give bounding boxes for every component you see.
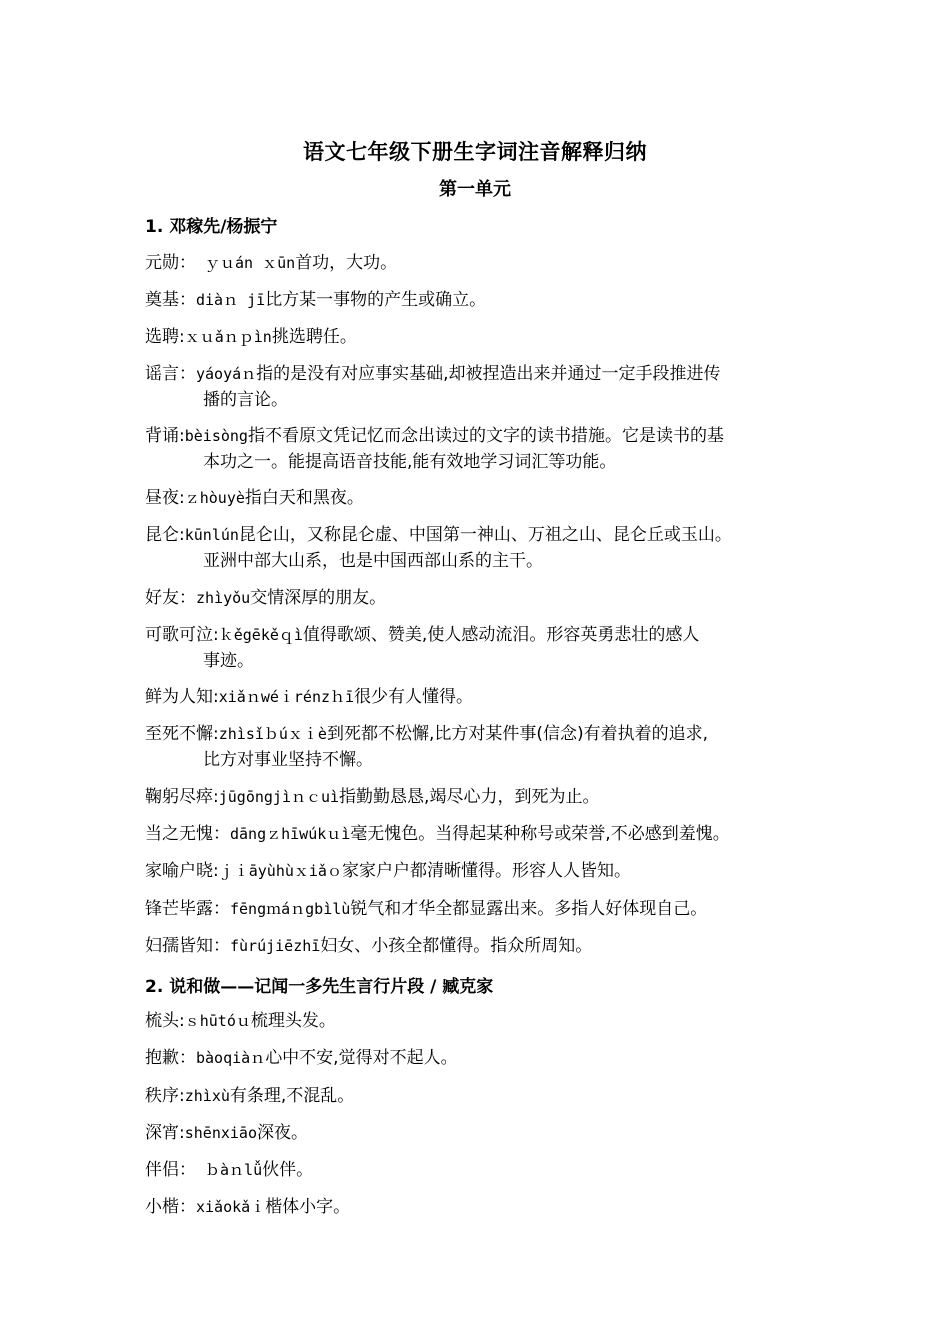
entry-pinyin: zhìsǐｂúｘｉè (218, 725, 327, 743)
entry-definition: 首功，大功。 (295, 253, 398, 273)
entry-pinyin: xiǎokǎｉ (196, 1198, 266, 1216)
entry-pinyin: zhìxù (184, 1087, 230, 1105)
vocab-entry (145, 1045, 825, 1071)
entry-term: 深宵: (145, 1123, 185, 1143)
vocab-entry (145, 287, 825, 313)
entry-definition: 到死都不松懈,比方对某件事(信念)有着执着的追求, (326, 724, 709, 744)
entry-pinyin: diàｎ jī (196, 291, 266, 309)
entry-term: 至死不懈: (145, 724, 219, 744)
entry-term: 昼夜: (145, 488, 185, 508)
entry-definition: 梳理头发。 (250, 1011, 336, 1031)
entry-pinyin: jūgōngjìｎｃuì (218, 788, 340, 806)
entry-continuation: 事迹。 (203, 651, 254, 671)
entry-pinyin: kūnlún (184, 526, 239, 544)
entry-definition: 指勤勤恳恳,竭尽心力，到死为止。 (339, 787, 600, 807)
entry-definition: 深夜。 (256, 1123, 308, 1143)
entry-term: 伴侣： (145, 1160, 196, 1180)
vocab-entry (145, 622, 825, 674)
entry-term: 抱歉： (145, 1048, 196, 1068)
entry-definition: 昆仑山，又称昆仑虚、中国第一神山、万祖之山、昆仑丘或玉山。 (238, 525, 732, 545)
vocab-entry (145, 585, 825, 611)
entry-definition: 毫无愧色。当得起某种称号或荣誉,不必感到羞愧。 (350, 824, 730, 844)
entry-pinyin: ｓhūtóｕ (184, 1012, 251, 1030)
vocab-entry (145, 721, 825, 773)
entry-continuation: 本功之一。能提高语音技能,能有效地学习词汇等功能。 (203, 452, 617, 472)
vocab-entry (145, 361, 825, 413)
entry-term: 家喻户晓: (145, 861, 219, 881)
vocab-entry (145, 250, 825, 276)
unit-heading: 第一单元 (439, 179, 511, 200)
entry-term: 选聘: (145, 327, 185, 347)
entry-pinyin: xiǎｎwéｉrénzｈī (218, 688, 355, 706)
entry-pinyin: fùrújiēzhī (230, 937, 321, 955)
entry-definition: 锐气和才华全都显露出来。多指人好体现自己。 (350, 899, 708, 919)
entry-pinyin: bàoqiàｎ (196, 1049, 266, 1067)
vocab-entry (145, 821, 825, 847)
page-title: 语文七年级下册生字词注音解释归纳 (303, 140, 647, 164)
entry-definition: 楷体小字。 (265, 1197, 351, 1217)
vocab-entry (145, 1120, 825, 1146)
entry-pinyin: dāngｚhīwúkｕì (230, 825, 351, 843)
vocab-entry (145, 423, 825, 475)
entry-term: 锋芒毕露： (145, 899, 230, 919)
entry-term: 元勋： (145, 253, 196, 273)
entry-continuation: 比方对事业坚持不懈。 (203, 750, 373, 770)
entry-definition: 挑选聘任。 (271, 327, 357, 347)
entry-term: 当之无愧： (145, 824, 230, 844)
entry-definition: 妇女、小孩全都懂得。指众所周知。 (320, 936, 593, 956)
entry-definition: 指白天和黑夜。 (244, 488, 364, 508)
section-heading: 2. 说和做——记闻一多先生言行片段 / 臧克家 (145, 977, 494, 997)
vocab-entry (145, 1157, 825, 1183)
entry-continuation: 亚洲中部大山系，也是中国西部山系的主干。 (203, 551, 543, 571)
section-heading: 1. 邓稼先/杨振宁 (145, 217, 278, 237)
vocab-entry (145, 858, 825, 884)
entry-pinyin: ｚhòuyè (184, 489, 245, 507)
vocab-entry (145, 1008, 825, 1034)
entry-pinyin: ｊｉāyùhùｘiǎｏ (218, 862, 342, 880)
entry-definition: 交情深厚的朋友。 (250, 588, 387, 608)
entry-term: 可歌可泣: (145, 625, 219, 645)
vocab-entry (145, 933, 825, 959)
entry-term: 好友： (145, 588, 196, 608)
entry-term: 梳头: (145, 1011, 185, 1031)
entry-definition: 比方某一事物的产生或确立。 (265, 290, 487, 310)
vocab-entry (145, 485, 825, 511)
entry-definition: 很少有人懂得。 (354, 687, 474, 707)
entry-definition: 指不看原文凭记忆而念出读过的文字的读书措施。它是读书的基 (247, 426, 724, 446)
entry-term: 谣言： (145, 364, 196, 384)
entry-pinyin: shēnxiāo (184, 1124, 257, 1142)
entry-definition: 有条理,不混乱。 (229, 1086, 355, 1106)
entry-term: 鲜为人知: (145, 687, 219, 707)
vocab-entry (145, 522, 825, 574)
entry-pinyin: ｂàｎlǚ (196, 1161, 263, 1179)
vocab-entry (145, 684, 825, 710)
entry-pinyin: ｙｕán ｘūn (196, 254, 296, 272)
entry-pinyin: ｘｕǎｎｐìn (184, 328, 272, 346)
entry-term: 秩序: (145, 1086, 185, 1106)
entry-definition: 心中不安,觉得对不起人。 (265, 1048, 458, 1068)
entry-definition: 值得歌颂、赞美,使人感动流泪。形容英勇悲壮的感人 (302, 625, 700, 645)
entry-definition: 家家户户都清晰懂得。形容人人皆知。 (341, 861, 631, 881)
entry-pinyin: yáoyáｎ (196, 365, 257, 383)
entry-term: 昆仑: (145, 525, 185, 545)
vocab-entry (145, 896, 825, 922)
entry-term: 妇孺皆知： (145, 936, 230, 956)
entry-term: 鞠躬尽瘁: (145, 787, 219, 807)
vocab-entry (145, 1083, 825, 1109)
vocab-entry (145, 1194, 825, 1220)
entry-term: 小楷： (145, 1197, 196, 1217)
entry-pinyin: ｋěgēkěｑì (218, 626, 303, 644)
entry-term: 背诵: (145, 426, 185, 446)
entry-continuation: 播的言论。 (203, 390, 288, 410)
vocab-entry (145, 784, 825, 810)
entry-definition: 指的是没有对应事实基础,却被捏造出来并通过一定手段推进传 (256, 364, 721, 384)
entry-pinyin: zhìyǒu (196, 589, 251, 607)
entry-term: 奠基： (145, 290, 196, 310)
entry-pinyin: bèisòng (184, 427, 248, 445)
entry-definition: 伙伴。 (262, 1160, 314, 1180)
vocab-entry (145, 324, 825, 350)
entry-pinyin: fēngｍáｎgbìlù (230, 900, 351, 918)
